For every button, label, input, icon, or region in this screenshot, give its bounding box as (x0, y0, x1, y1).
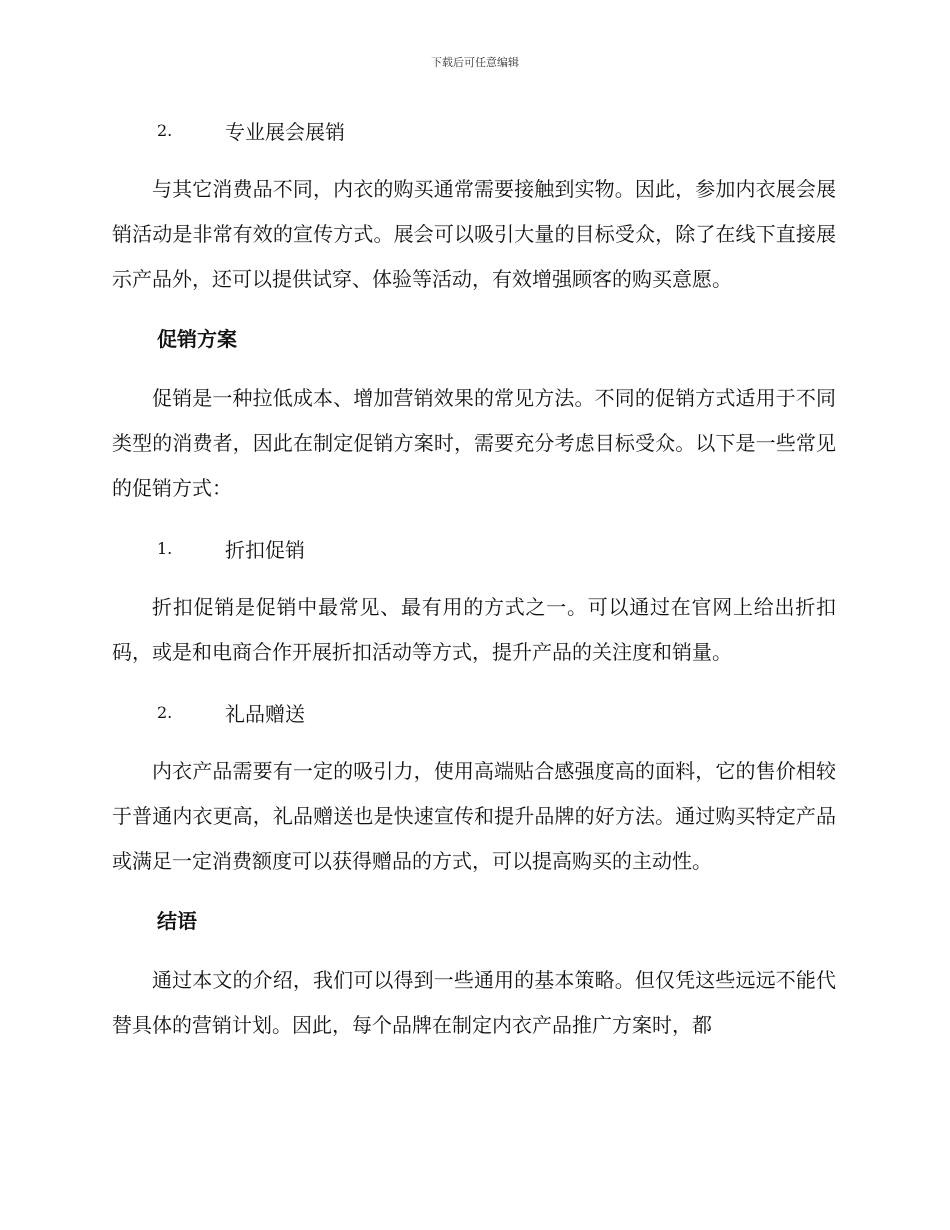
list-item-discount (112, 528, 836, 568)
list-item-title: 礼品赠送 (225, 701, 305, 726)
paragraph-exhibition: 与其它消费品不同，内衣的购买通常需要接触到实物。因此，参加内衣展会展销活动是非常有效的宣传方式。展会可以吸引大量的目标受众，除了在线下直接展示产品外，还可以提供试穿、体验等活动，有效增强顾客的购买意愿。 (112, 177, 836, 291)
paragraph-discount: 折扣促销是促销中最常见、最有用的方式之一。可以通过在官网上给出折扣码，或是和电商合作开展折扣活动等方式，提升产品的关注度和销量。 (112, 595, 836, 664)
paragraph-gift: 内衣产品需要有一定的吸引力，使用高端贴合感强度高的面料，它的售价相较于普通内衣更高，礼品赠送也是快速宣传和提升品牌的好方法。通过购买特定产品或满足一定消费额度可以获得赠品的方式，可以提高购买的主动性。 (112, 759, 836, 873)
list-number: 1. (157, 538, 173, 558)
list-number: 2. (157, 702, 173, 722)
list-item-gift (112, 692, 836, 732)
list-item-exhibition (112, 110, 836, 150)
page-header: 下载后可任意编辑 (431, 56, 519, 69)
list-item-title: 专业展会展销 (225, 119, 345, 144)
list-item-title: 折扣促销 (225, 537, 305, 562)
list-number: 2. (157, 120, 173, 140)
paragraph-conclusion: 通过本文的介绍，我们可以得到一些通用的基本策略。但仅凭这些远远不能代替具体的营销计划。因此，每个品牌在制定内衣产品推广方案时，都 (112, 968, 836, 1037)
section-heading-promotion: 促销方案 (157, 327, 237, 351)
section-heading-conclusion: 结语 (157, 909, 197, 933)
document-body (112, 110, 836, 1065)
paragraph-promotion: 促销是一种拉低成本、增加营销效果的常见方法。不同的促销方式适用于不同类型的消费者，因此在制定促销方案时，需要充分考虑目标受众。以下是一些常见的促销方式： (112, 386, 836, 500)
